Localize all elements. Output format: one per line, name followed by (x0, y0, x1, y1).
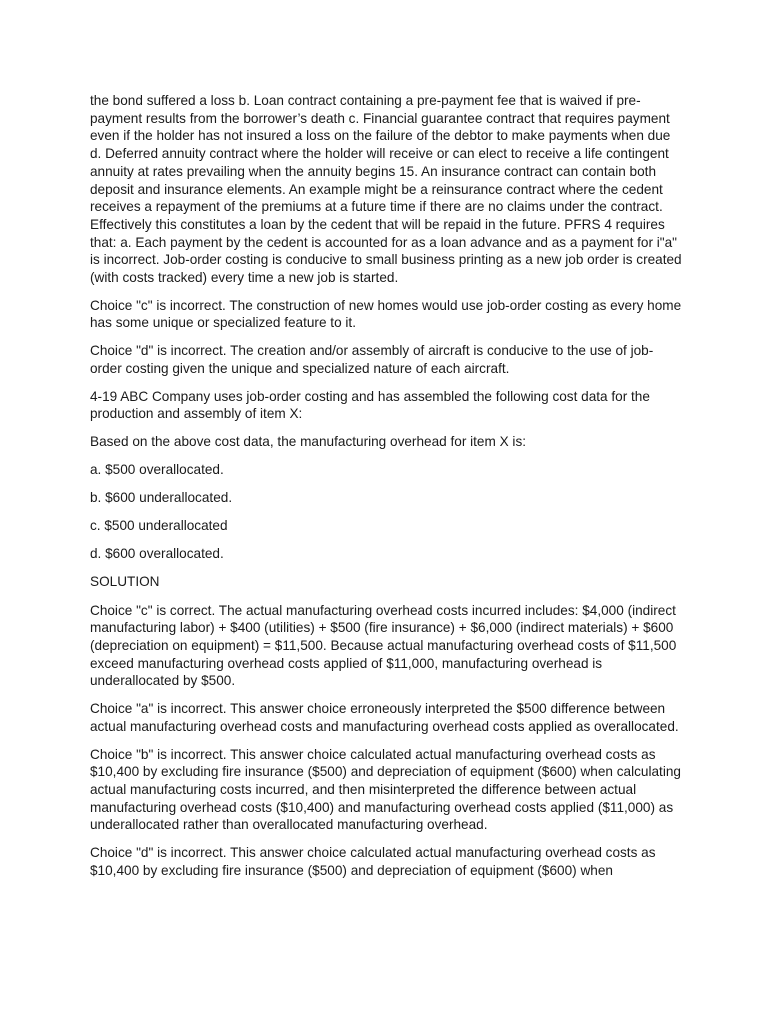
solution-choice-d-incorrect: Choice "d" is incorrect. This answer choice calculated actual manufacturing overhead costs as $10,400 by excluding fire insurance ($500) and depreciation of equipment ($600) when (90, 845, 656, 878)
solution-choice-c-correct: Choice "c" is correct. The actual manufacturing overhead costs incurred includes: $4,000 (indirect manufacturing labor) + $400 (utilities) + $500 (fire insurance) + $6,000 (indirect materials) + $600 (depreciation on equipment) = $11,500. Because actual manufacturing overhead costs of $11,500 exceed manufacturing overhead costs applied of $11,000, manufacturing overhead is underallocated by $500. (90, 602, 677, 689)
answer-option-a: a. $500 overallocated. (90, 461, 224, 477)
solution-choice-b-incorrect: Choice "b" is incorrect. This answer choice calculated actual manufacturing overhead costs as $10,400 by excluding fire insurance ($500) and depreciation of equipment ($600) when calculating actual manufacturing costs incurred, and then misinterpreted the difference between actual manufacturing overhead costs ($10,400) and manufacturing overhead costs applied ($11,000) as underallocated rather than overallocated manufacturing overhead. (90, 746, 681, 833)
answer-option-c: c. $500 underallocated (90, 518, 228, 534)
question-4-19: 4-19 ABC Company uses job-order costing and has assembled the following cost data for the production and assembly of item X: (90, 388, 650, 422)
paragraph-choice-d-incorrect: Choice "d" is incorrect. The creation and/or assembly of aircraft is conducive to the use of job-order costing given the unique and specialized nature of each aircraft. (90, 343, 654, 376)
answer-option-d: d. $600 overallocated. (90, 546, 224, 562)
answer-option-b: b. $600 underallocated. (90, 489, 233, 505)
solution-choice-a-incorrect: Choice "a" is incorrect. This answer choice erroneously interpreted the $500 difference between actual manufacturing overhead costs and manufacturing overhead costs applied as overallocated. (90, 701, 679, 734)
solution-heading: SOLUTION (90, 574, 160, 590)
question-prompt: Based on the above cost data, the manufacturing overhead for item X is: (90, 433, 527, 449)
paragraph-choice-c-incorrect: Choice "c" is incorrect. The construction of new homes would use job-order costing as every home has some unique or specialized feature to it. (90, 297, 682, 331)
paragraph-insurance-contracts: the bond suffered a loss b. Loan contract containing a pre-payment fee that is waived if pre-payment results from the borrower’s death c. Financial guarantee contract that requires payment even if the holder has not insured a loss on the failure of the debtor to make payments when due d. Deferred annuity contract where the holder will receive or can elect to receive a life contingent annuity at rates prevailing when the annuity begins 15. An insurance contract can contain both deposit and insurance elements. An example might be a reinsurance contract where the cedent receives a repayment of the premiums at a future time if there are no claims under the contract. Effectively this constitutes a loan by the cedent that will be repaid in the future. PFRS 4 requires that: a. Each payment by the cedent is accounted for as a loan advance and as a payment for i"a" is incorrect. Job-order costing is conducive to small business printing as a new job order is created (with costs tracked) every time a new job is started. (90, 93, 682, 286)
document-body (90, 92, 682, 890)
